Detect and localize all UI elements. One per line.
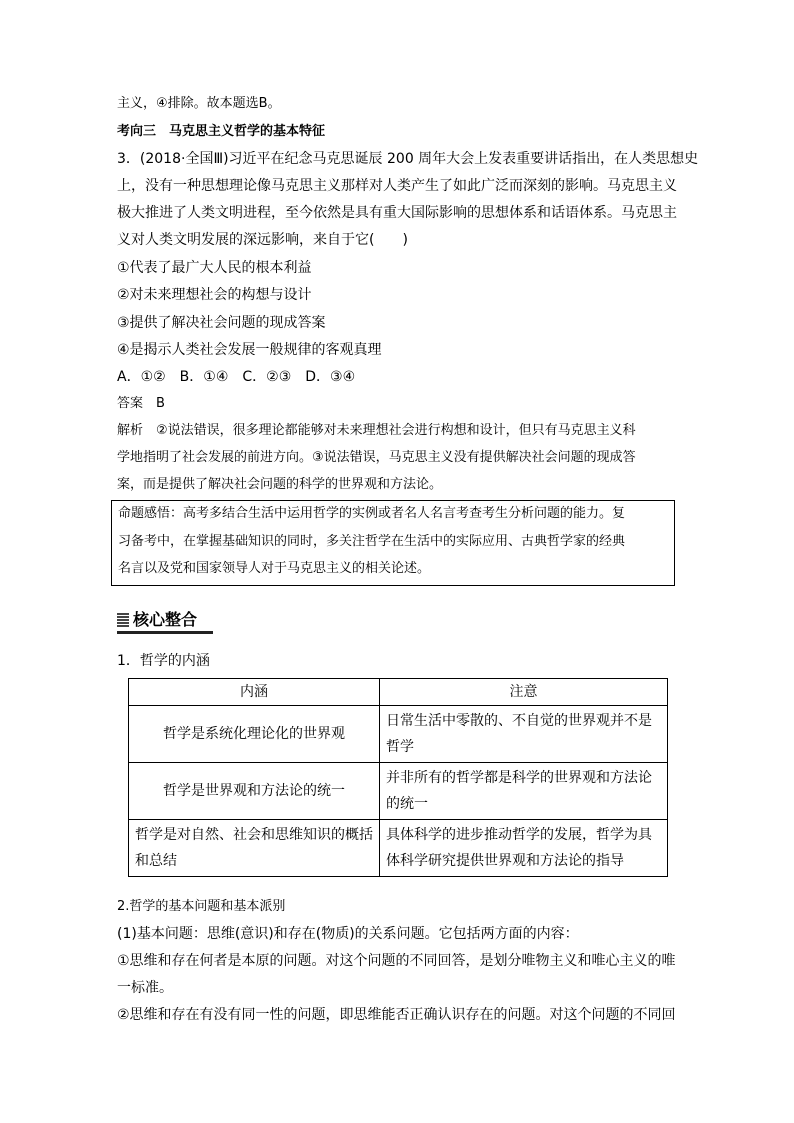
explanation-text: 解析 ②说法错误，很多理论都能够对未来理想社会进行构想和设计，但只有马克思主义科 xyxy=(117,423,636,438)
note-box xyxy=(111,500,675,586)
cell-line: 并非所有的哲学都是科学的世界观和方法论 xyxy=(386,770,652,786)
table-header: 内涵 xyxy=(129,679,380,706)
option-item: ③提供了解决社会问题的现成答案 xyxy=(117,315,326,331)
cell-line: 体科学研究提供世界观和方法论的指导 xyxy=(386,853,624,869)
table-header: 注意 xyxy=(380,679,668,706)
section-underline xyxy=(117,631,213,634)
body-text: (1)基本问题：思维(意识)和存在(物质)的关系问题。它包括两方面的内容： xyxy=(117,926,579,942)
table-cell: 哲学是世界观和方法论的统一 xyxy=(129,763,380,820)
section-bar-icon xyxy=(117,613,129,627)
table-cell: 哲学是系统化理论化的世界观 xyxy=(129,706,380,763)
cell-line: 日常生活中零散的、不自觉的世界观并不是 xyxy=(386,713,652,729)
table-cell xyxy=(129,820,380,877)
answer-line: 答案 B xyxy=(117,396,165,411)
section-heading xyxy=(117,609,213,633)
cell-line: 哲学是对自然、社会和思维知识的概括 xyxy=(135,827,373,843)
section-title: 核心整合 xyxy=(133,610,198,629)
option-item: ②对未来理想社会的构想与设计 xyxy=(117,287,312,303)
question-text: 3．(2018·全国Ⅲ)习近平在纪念马克思诞辰 200 周年大会上发表重要讲话指出，在人类思想史 xyxy=(117,151,699,167)
answer-choices: A．①② B．①④ C．②③ D．③④ xyxy=(117,369,356,385)
note-text: 习备考中，在掌握基础知识的同时，多关注哲学在生活中的实际应用、古典哲学家的经典 xyxy=(118,534,626,549)
explanation-text: 学地指明了社会发展的前进方向。③说法错误，马克思主义没有提供解决社会问题的现成答 xyxy=(117,450,636,465)
option-item: ①代表了最广大人民的根本利益 xyxy=(117,260,312,276)
cell-line: 具体科学的进步推动哲学的发展，哲学为具 xyxy=(386,827,652,843)
cell-line: 的统一 xyxy=(386,796,428,812)
table-cell xyxy=(380,820,668,877)
question-text: 极大推进了人类文明进程，至今依然是具有重大国际影响的思想体系和话语体系。马克思主 xyxy=(117,205,677,221)
text-line: 主义，④排除。故本题选B。 xyxy=(117,96,281,111)
option-item: ④是揭示人类社会发展一般规律的客观真理 xyxy=(117,342,382,358)
body-text: ①思维和存在何者是本原的问题。对这个问题的不同回答，是划分唯物主义和唯心主义的唯 xyxy=(117,953,676,969)
explanation-text: 案，而是提供了解决社会问题的科学的世界观和方法论。 xyxy=(117,477,443,492)
note-text: 名言以及党和国家领导人对于马克思主义的相关论述。 xyxy=(118,561,431,576)
table-cell xyxy=(380,706,668,763)
subsection-heading: 考向三 马克思主义哲学的基本特征 xyxy=(117,124,326,139)
body-text: 一标准。 xyxy=(117,980,173,996)
part-title: 2.哲学的基本问题和基本派别 xyxy=(117,899,286,914)
cell-line: 哲学 xyxy=(386,739,414,755)
cell-line: 和总结 xyxy=(135,853,177,869)
table-header-row xyxy=(129,679,668,706)
part-title: 1．哲学的内涵 xyxy=(117,653,210,669)
table-row xyxy=(129,706,668,763)
table-row xyxy=(129,820,668,877)
info-table xyxy=(128,678,668,877)
note-text: 命题感悟：高考多结合生活中运用哲学的实例或者名人名言考查考生分析问题的能力。复 xyxy=(118,506,626,521)
question-text: 上，没有一种思想理论像马克思主义那样对人类产生了如此广泛而深刻的影响。马克思主义 xyxy=(117,178,677,194)
body-text: ②思维和存在有没有同一性的问题，即思维能否正确认识存在的问题。对这个问题的不同回 xyxy=(117,1007,676,1023)
table-cell xyxy=(380,763,668,820)
table-row xyxy=(129,763,668,820)
question-text: 义对人类文明发展的深远影响，来自于它( ) xyxy=(117,232,408,248)
